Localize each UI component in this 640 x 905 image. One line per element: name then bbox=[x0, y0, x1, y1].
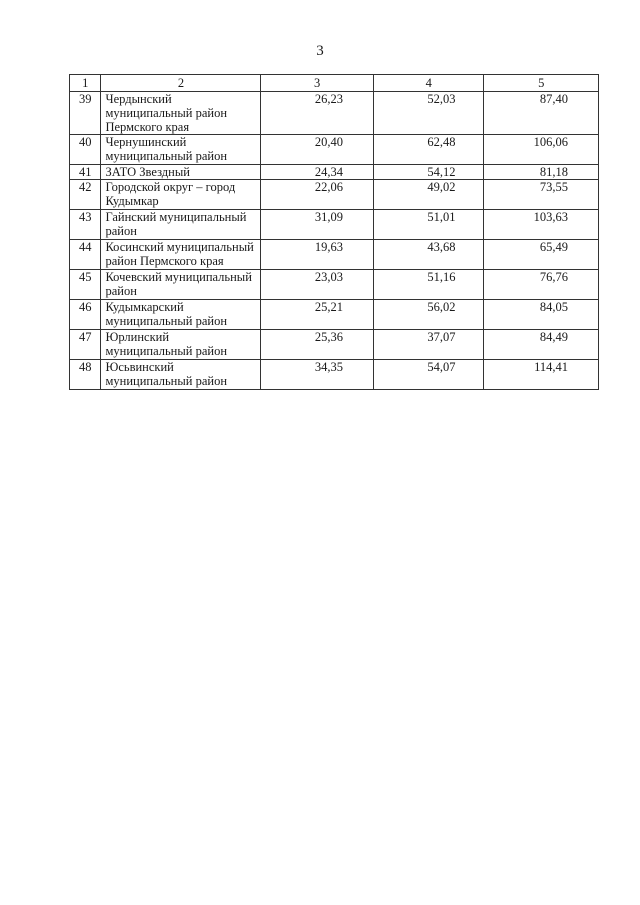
header-col-1: 1 bbox=[70, 75, 101, 92]
table-row bbox=[70, 300, 599, 330]
row-number: 43 bbox=[70, 210, 101, 240]
table-row bbox=[70, 270, 599, 300]
row-name: Кочевский муниципальный район bbox=[101, 270, 261, 300]
row-col-3: 23,03 bbox=[261, 270, 374, 300]
row-name: Городской округ – город Кудымкар bbox=[101, 180, 261, 210]
table-row bbox=[70, 360, 599, 390]
row-name: Юрлинский муниципальный район bbox=[101, 330, 261, 360]
row-col-3: 25,21 bbox=[261, 300, 374, 330]
row-name: Чернушинский муниципальный район bbox=[101, 135, 261, 165]
row-col-4: 49,02 bbox=[373, 180, 484, 210]
row-col-3: 31,09 bbox=[261, 210, 374, 240]
header-col-2: 2 bbox=[101, 75, 261, 92]
row-col-5: 65,49 bbox=[484, 240, 599, 270]
row-name: Косинский муниципальный район Пермского края bbox=[101, 240, 261, 270]
row-col-3: 25,36 bbox=[261, 330, 374, 360]
row-col-5: 76,76 bbox=[484, 270, 599, 300]
row-col-5: 73,55 bbox=[484, 180, 599, 210]
row-col-3: 22,06 bbox=[261, 180, 374, 210]
table-row bbox=[70, 135, 599, 165]
row-name: Чердынский муниципальный район Пермского края bbox=[101, 92, 261, 135]
row-col-4: 37,07 bbox=[373, 330, 484, 360]
row-col-4: 62,48 bbox=[373, 135, 484, 165]
row-name: Юсьвинский муниципальный район bbox=[101, 360, 261, 390]
table-row bbox=[70, 330, 599, 360]
row-col-4: 54,12 bbox=[373, 165, 484, 180]
header-col-5: 5 bbox=[484, 75, 599, 92]
header-col-4: 4 bbox=[373, 75, 484, 92]
row-col-5: 84,05 bbox=[484, 300, 599, 330]
row-number: 40 bbox=[70, 135, 101, 165]
row-name: Гайнский муниципальный район bbox=[101, 210, 261, 240]
row-col-4: 54,07 bbox=[373, 360, 484, 390]
row-number: 46 bbox=[70, 300, 101, 330]
row-number: 42 bbox=[70, 180, 101, 210]
table-header-row bbox=[70, 75, 599, 92]
row-col-4: 43,68 bbox=[373, 240, 484, 270]
row-number: 47 bbox=[70, 330, 101, 360]
row-number: 39 bbox=[70, 92, 101, 135]
header-col-3: 3 bbox=[261, 75, 374, 92]
table-row bbox=[70, 180, 599, 210]
row-col-4: 51,16 bbox=[373, 270, 484, 300]
row-col-4: 51,01 bbox=[373, 210, 484, 240]
row-number: 44 bbox=[70, 240, 101, 270]
data-table bbox=[69, 74, 599, 390]
row-col-3: 19,63 bbox=[261, 240, 374, 270]
row-col-5: 81,18 bbox=[484, 165, 599, 180]
row-col-5: 103,63 bbox=[484, 210, 599, 240]
row-col-5: 114,41 bbox=[484, 360, 599, 390]
table-row bbox=[70, 92, 599, 135]
row-number: 41 bbox=[70, 165, 101, 180]
row-col-4: 52,03 bbox=[373, 92, 484, 135]
row-name: ЗАТО Звездный bbox=[101, 165, 261, 180]
table-row bbox=[70, 240, 599, 270]
row-col-5: 87,40 bbox=[484, 92, 599, 135]
row-col-3: 26,23 bbox=[261, 92, 374, 135]
row-col-5: 84,49 bbox=[484, 330, 599, 360]
row-col-3: 20,40 bbox=[261, 135, 374, 165]
row-col-3: 24,34 bbox=[261, 165, 374, 180]
row-col-5: 106,06 bbox=[484, 135, 599, 165]
row-number: 48 bbox=[70, 360, 101, 390]
page-number: 3 bbox=[316, 43, 324, 59]
row-name: Кудымкарский муниципальный район bbox=[101, 300, 261, 330]
row-number: 45 bbox=[70, 270, 101, 300]
table-row bbox=[70, 165, 599, 180]
row-col-3: 34,35 bbox=[261, 360, 374, 390]
row-col-4: 56,02 bbox=[373, 300, 484, 330]
table-row bbox=[70, 210, 599, 240]
